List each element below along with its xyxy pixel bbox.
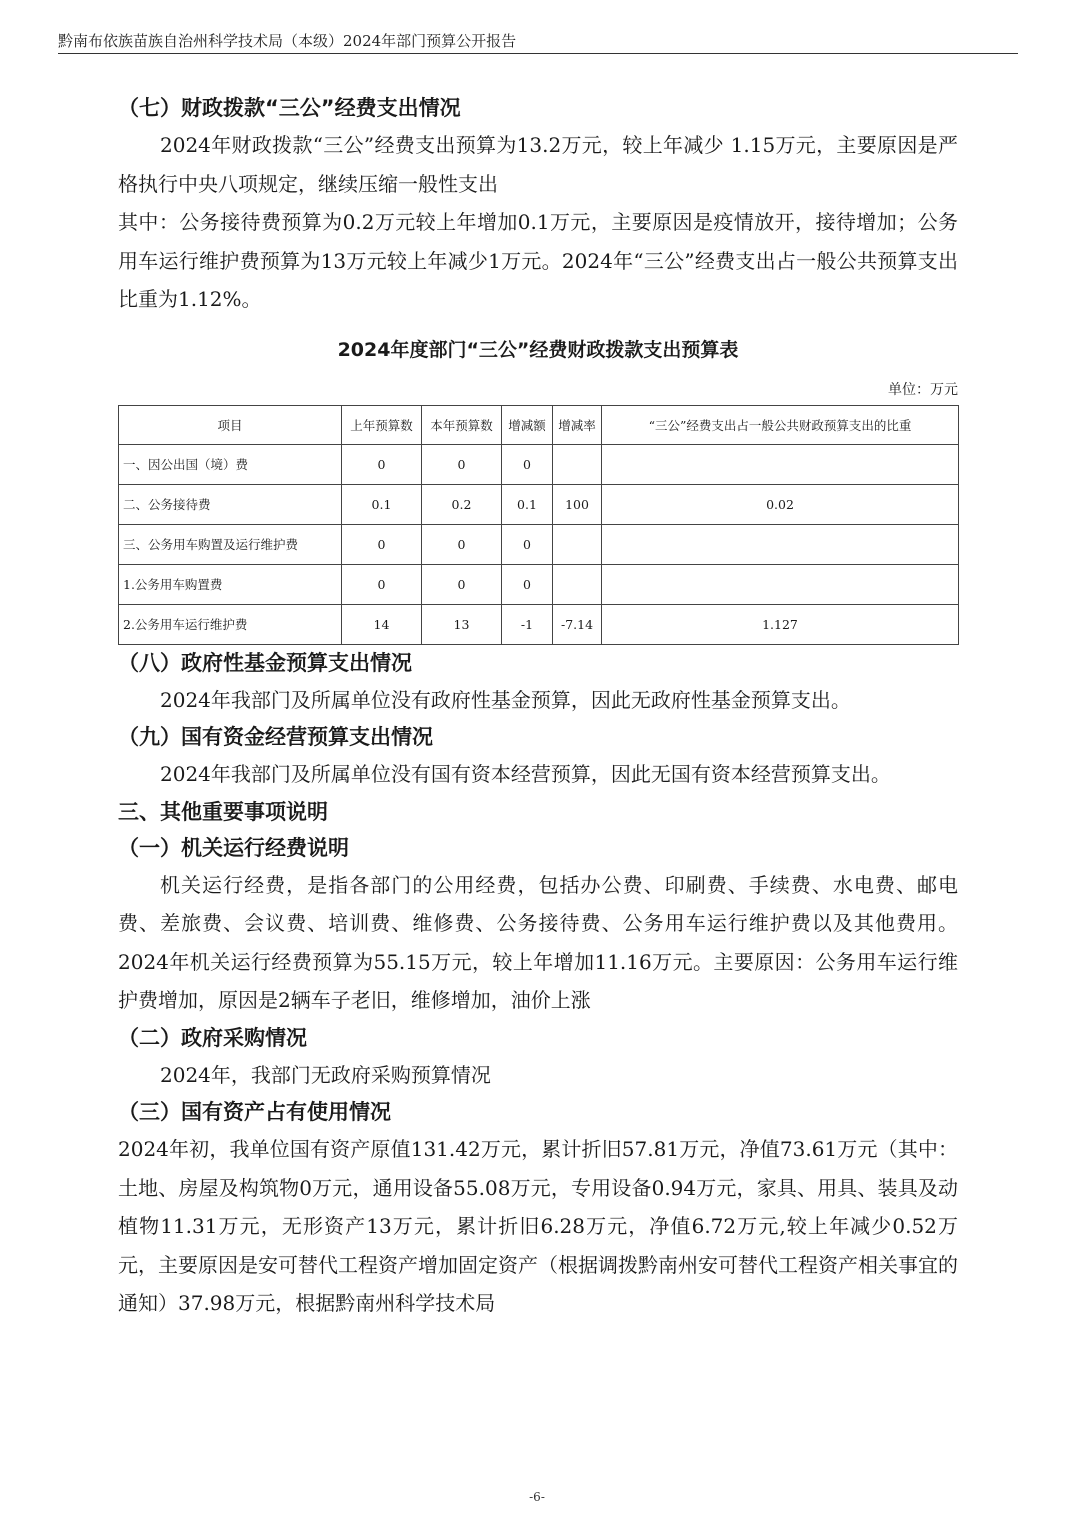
table-cell: 0.1	[502, 484, 553, 524]
table-cell-item: 1.公务用车购置费	[119, 564, 342, 604]
section-9-paragraph: 2024年我部门及所属单位没有国有资本经营预算，因此无国有资本经营预算支出。	[160, 762, 891, 786]
table-cell: 1.127	[602, 604, 959, 644]
table-header-cell: 项目	[119, 405, 342, 444]
section-7-title: （七）财政拨款“三公”经费支出情况	[118, 96, 461, 120]
table-cell: -7.14	[553, 604, 602, 644]
table-cell: 0	[342, 524, 422, 564]
table-cell: 100	[553, 484, 602, 524]
table-cell: 0	[502, 524, 553, 564]
table-row	[119, 444, 959, 484]
section-8-paragraph: 2024年我部门及所属单位没有政府性基金预算，因此无政府性基金预算支出。	[160, 687, 851, 712]
page-content	[118, 90, 958, 1323]
part-3-sub-3-title: （三）国有资产占有使用情况	[118, 1100, 391, 1124]
table-header-cell: “三公”经费支出占一般公共财政预算支出的比重	[602, 405, 959, 444]
table-cell: 0	[502, 444, 553, 484]
table-header-row	[119, 405, 959, 444]
table-cell: 13	[422, 604, 502, 644]
table-cell: 0.2	[422, 484, 502, 524]
table-cell-item: 一、因公出国（境）费	[119, 444, 342, 484]
table-cell-item: 三、公务用车购置及运行维护费	[119, 524, 342, 564]
table-cell: 0.1	[342, 484, 422, 524]
part-3-sub-3-paragraph: 2024年初，我单位国有资产原值131.42万元，累计折旧57.81万元，净值73.61万元（其中：土地、房屋及构筑物0万元，通用设备55.08万元，专用设备0.94万元，家具、用具、装具及动植物11.31万元，无形资产13万元，累计折旧6.28万元，净值6.72万元,较上年减少0.52万元，主要原因是安可替代工程资产增加固定资产（根据调拨黔南州安可替代工程资产相关事宜的通知）37.98万元，根据黔南州科学技术局	[118, 1137, 958, 1315]
document-header: 黔南布依族苗族自治州科学技术局（本级）2024年部门预算公开报告	[58, 32, 517, 50]
table-row	[119, 484, 959, 524]
table-cell	[553, 524, 602, 564]
part-3-sub-2-title: （二）政府采购情况	[118, 1025, 307, 1050]
table-cell-item: 2.公务用车运行维护费	[119, 604, 342, 644]
table-cell	[553, 564, 602, 604]
section-9-title: （九）国有资金经营预算支出情况	[118, 725, 433, 749]
table-cell: -1	[502, 604, 553, 644]
page-number: -6-	[529, 1490, 545, 1504]
budget-table	[118, 405, 959, 645]
table-header-cell: 上年预算数	[342, 405, 422, 444]
section-7-paragraph-1: 2024年财政拨款“三公”经费支出预算为13.2万元，较上年减少 1.15万元，主要原因是严格执行中央八项规定，继续压缩一般性支出	[118, 133, 958, 196]
table-title: 2024年度部门“三公”经费财政拨款支出预算表	[337, 338, 739, 361]
table-cell	[602, 564, 959, 604]
table-cell	[602, 524, 959, 564]
table-header-cell: 本年预算数	[422, 405, 502, 444]
part-3-sub-2-paragraph: 2024年，我部门无政府采购预算情况	[160, 1062, 491, 1087]
part-3-title: 三、其他重要事项说明	[118, 799, 328, 824]
section-8-title: （八）政府性基金预算支出情况	[118, 650, 412, 675]
table-cell: 0	[342, 444, 422, 484]
section-7-paragraph-2: 其中：公务接待费预算为0.2万元较上年增加0.1万元，主要原因是疫情放开，接待增加；公务用车运行维护费预算为13万元较上年减少1万元。2024年“三公”经费支出占一般公共预算支出比重为1.12%。	[118, 210, 958, 311]
table-cell: 14	[342, 604, 422, 644]
table-cell	[553, 444, 602, 484]
table-cell: 0	[422, 564, 502, 604]
table-row	[119, 524, 959, 564]
header-divider	[58, 53, 1018, 54]
table-row	[119, 604, 959, 644]
table-row	[119, 564, 959, 604]
table-cell: 0	[502, 564, 553, 604]
table-cell: 0	[342, 564, 422, 604]
table-cell	[602, 444, 959, 484]
table-unit: 单位：万元	[888, 381, 958, 398]
table-cell: 0	[422, 444, 502, 484]
table-header-cell: 增减额	[502, 405, 553, 444]
table-header-cell: 增减率	[553, 405, 602, 444]
table-cell: 0.02	[602, 484, 959, 524]
table-cell: 0	[422, 524, 502, 564]
table-cell-item: 二、公务接待费	[119, 484, 342, 524]
part-3-sub-1-paragraph: 机关运行经费，是指各部门的公用经费，包括办公费、印刷费、手续费、水电费、邮电费、差旅费、会议费、培训费、维修费、公务接待费、公务用车运行维护费以及其他费用。2024年机关运行经费预算为55.15万元，较上年增加11.16万元。主要原因：公务用车运行维护费增加，原因是2辆车子老旧，维修增加，油价上涨	[118, 872, 958, 1012]
part-3-sub-1-title: （一）机关运行经费说明	[118, 835, 349, 860]
